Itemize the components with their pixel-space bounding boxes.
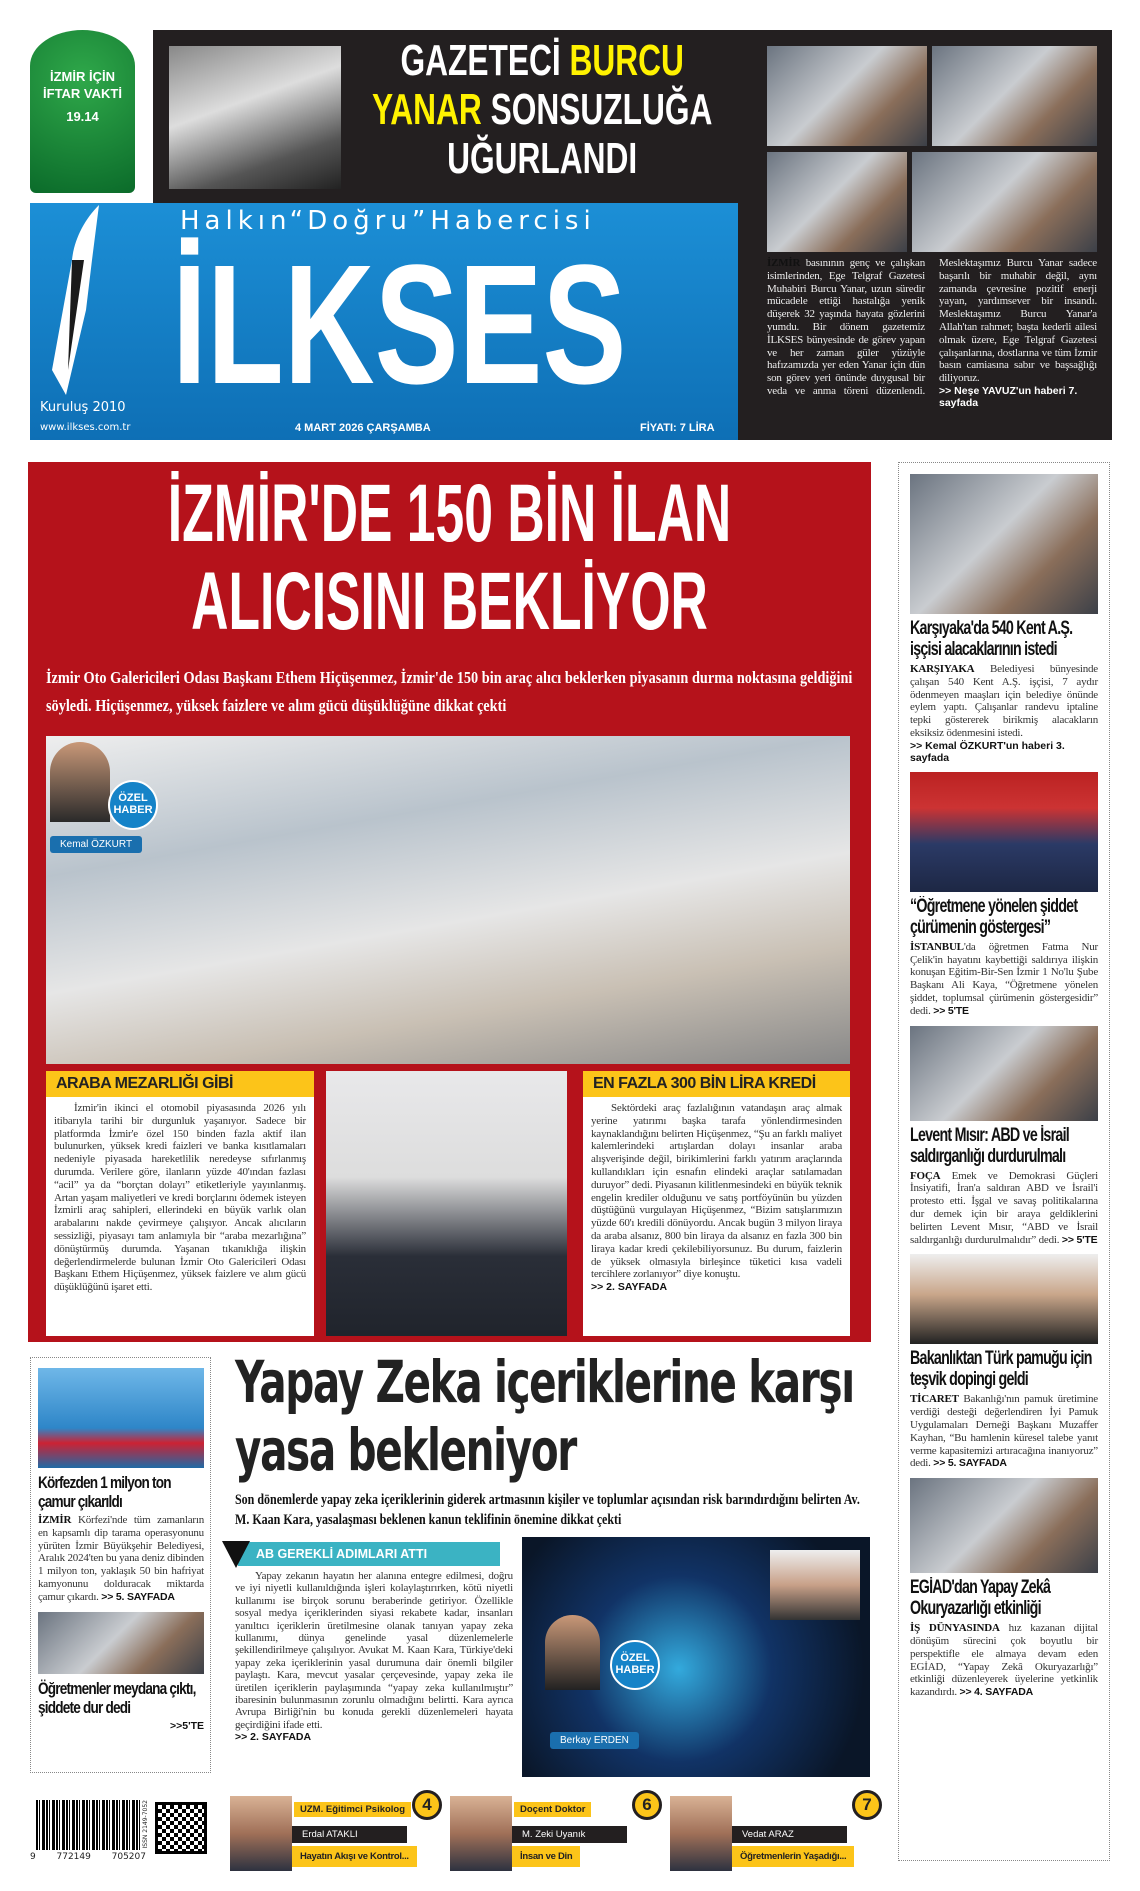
continue-link[interactable]: >> 2. SAYFADA: [235, 1731, 312, 1744]
fountain-pen-icon: [44, 200, 104, 400]
portrait-photo: [169, 46, 341, 189]
page-number: 4: [412, 1790, 442, 1820]
ai-story-headline[interactable]: Yapay Zeka içeriklerine karşı yasa bekleniyor: [235, 1348, 854, 1484]
qr-code[interactable]: [155, 1802, 207, 1854]
news-text: Belediyesi bünyesinde çalışan 540 Kent A.Ş. işçisi, 7 aydır ödenmeyen maaşları için belediye önünde eylem yaptı. Çalışanlar randevu iptaline tepki göstererek birikmiş alacakların eksiksiz ödenmesini istedi.: [910, 663, 1098, 739]
news-photo: [910, 1478, 1098, 1573]
barcode: [36, 1800, 140, 1850]
column-title: Öğretmenlerin Yaşadığı...: [732, 1846, 854, 1867]
funeral-photo: [912, 152, 1097, 252]
left-news-list: [38, 1368, 204, 1732]
top-story-headline[interactable]: [355, 36, 729, 183]
article-text: basınının genç ve çalışkan isimlerinden, Ege Telgraf Gazetesi Muhabiri Burcu Yanar, uzun süredir mücadele ettiği hastalığa yenik düşerek 32 yaşında hayata gözlerini yumdu. Bir dönem gazetemiz İLKSES bünyesinde de görev yapan ve her zaman güler yüzüyle hafızamızda yer eden Yanar için dün son görev yeri önünde duygusal bir veda ve anma töreni düzenlendi. Meslektaşımız Burcu Yanar sadece başarılı bir muhabir değil, aynı zamanda çevresine pozitif enerji yayan, yardımsever bir insandı. Meslektaşımız Burcu Yanar'a Allah'tan rahmet; başta kederli ailesi olmak üzere, Ege Telgraf Gazetesi çalışanlarına, dostlarına ve tüm İzmir basın camiasına sabır ve başsağlığı diliyoruz.: [767, 257, 1097, 397]
issue-date: 4 MART 2026 ÇARŞAMBA: [295, 422, 431, 434]
car-lot-photo: [46, 736, 850, 1064]
news-title[interactable]: EGİAD'dan Yapay Zekâ Okuryazarlığı etkinliği: [910, 1577, 1051, 1620]
page-number: 6: [632, 1790, 662, 1820]
dateline: İZMİR: [38, 1514, 72, 1526]
news-photo: [910, 772, 1098, 892]
iftar-time-badge: [30, 30, 135, 193]
news-text: Bakanlığı'nın pamuk üretimine verdiği desteği değerlendiren İyi Pamuk Uygulamaları Derneği Başkanı Muzaffer Kayhan, “Bu hamlenin küresel talebe yanıt verme kapasitemizi artıracağına inanıyoruz” dedi.: [910, 1393, 1098, 1470]
news-item: [910, 474, 1098, 764]
ai-story-subhead: Son dönemlerde yapay zeka içeriklerinin giderek artmasının kişiler ve toplumlar açısından risk barındırdığını belirten Av. M. Kaan Kara, yasalaşması beklenen kanun teklifinin önemine dikkat çekti: [235, 1492, 860, 1528]
dateline: FOÇA: [910, 1169, 941, 1182]
funeral-photo: [932, 46, 1097, 146]
exclusive-badge: ÖZEL HABER: [108, 780, 158, 830]
columnist-name: Erdal ATAKLI: [292, 1826, 407, 1843]
headline-line: ALICISINI BEKLİYOR: [191, 556, 708, 647]
section-bar: AB GEREKLİ ADIMLARI ATTI: [238, 1542, 500, 1566]
main-subhead: İzmir Oto Galericileri Odası Başkanı Ethem Hiçüşenmez, İzmir'de 150 bin araç alıcı beklerken piyasanın durma noktasına geldiğini söyledi. Hiçüşenmez, yüksek faizlere ve alım gücü düşüklüğüne dikkat çekti: [46, 668, 853, 715]
continue-link[interactable]: >> 5. SAYFADA: [933, 1457, 1007, 1470]
continue-link[interactable]: >> Kemal ÖZKURT'un haberi 3. sayfada: [910, 739, 1065, 764]
column-title: İnsan ve Din: [512, 1846, 580, 1867]
barcode-right: 705207: [111, 1852, 146, 1862]
iftar-time: 19.14: [66, 109, 99, 124]
columnists-row: [230, 1788, 890, 1873]
reporter-avatar: [50, 742, 110, 822]
reporter-name: Kemal ÖZKURT: [50, 836, 142, 853]
news-title[interactable]: Körfezden 1 milyon ton çamur çıkarıldı: [38, 1473, 171, 1511]
columnist-card[interactable]: [670, 1788, 885, 1873]
headline-word: GAZETECİ: [400, 36, 561, 85]
barcode-number: [30, 1852, 146, 1862]
news-item: [910, 1478, 1098, 1699]
box-text: Sektördeki araç fazlalığının vatandaşın araç almak yerine yatırımı başka tarafa yönlendirmesinden kaynaklandığını belirten Hiçüşenmez, “Şu an farklı maliyet kalemlerindeki artışlardan dolayı insanlar araba alışverişinde değil, birikimlerini farklı yatırım araçlarında kullandıkları için esnafın elindeki araçlar satılamadan duruyor” dedi. Piyasanın kilitlenmesindeki en büyük teknik engelin krediler olduğunu ve satış portföyünün bu yüzden düştüğünü vurgulayan Hiçüşenmez, “Bizim satışlarımızın yüzde 60'ı kredili dönüyordu. Ancak bugün 3 milyon liraya da araba alsanız, 800 bin liraya da alsanız en fazla 300 bin liraya kadar kredi çekilebiliyorsunuz. Bu durum, faizlerin de yüksek olmasıyla birleşince tüketici kısa vadeli tercihlere zorlanıyor” diye konuştu.: [591, 1102, 842, 1281]
headline-word: SONSUZLUĞA: [490, 85, 713, 134]
columnist-card[interactable]: [230, 1788, 445, 1873]
triangle-marker-icon: [222, 1541, 250, 1568]
teachers-protest-photo: [38, 1612, 204, 1674]
box-title: EN FAZLA 300 BİN LİRA KREDİ: [583, 1071, 850, 1097]
right-news-list: [910, 474, 1098, 1707]
box-title: ARABA MEZARLIĞI GİBİ: [46, 1071, 314, 1097]
sidebar-box-car-graveyard: [46, 1071, 314, 1336]
iftar-line2: İFTAR VAKTİ: [43, 86, 122, 101]
reporter-name: Berkay ERDEN: [550, 1732, 639, 1749]
iftar-line1: İZMİR İÇİN: [50, 69, 115, 84]
dateline: İSTANBUL: [910, 940, 964, 953]
headline-word-highlight: BURCU: [569, 36, 684, 85]
funeral-photo: [767, 152, 907, 252]
columnist-name: M. Zeki Uyanık: [512, 1826, 627, 1843]
column-title: Hayatın Akışı ve Kontrol...: [292, 1846, 417, 1867]
news-text: Körfezi'nde tüm zamanların en kapsamlı dip tarama operasyonunu yürüten İzmir Büyükşehir Belediyesi, Aralık 2024'ten bu yana deniz dibinden 1 milyon ton, yaklaşık 50 bin hafriyat kamyonunu dolduracak miktarda çamur çıkardı.: [38, 1514, 204, 1603]
page-number: 7: [852, 1790, 882, 1820]
slogan: Halkın“Doğru”Habercisi: [180, 206, 596, 236]
news-item: [910, 1026, 1098, 1247]
headline-line: İZMİR'DE 150 BİN İLAN: [167, 468, 732, 559]
main-headline[interactable]: [40, 470, 859, 646]
reporter-avatar: [545, 1615, 600, 1690]
columnist-card[interactable]: [450, 1788, 665, 1873]
sidebar-box-credit: [583, 1071, 850, 1336]
barcode-left: 772149: [56, 1852, 91, 1862]
news-item: [910, 1254, 1098, 1470]
news-title[interactable]: Bakanlıktan Türk pamuğu için teşvik dopingi geldi: [910, 1348, 1092, 1391]
news-item: [910, 772, 1098, 1018]
news-text: 'da öğretmen Fatma Nur Çelik'in hayatını kaybettiği saldırıya ilişkin konuşan Eğitim-Bir-Sen İzmir 1 No'lu Şube Başkanı Ali Kaya, “Öğretmene yönelen şiddet, toplumsal çürümenin göstergesidir” dedi.: [910, 940, 1098, 1017]
logo[interactable]: İLKSES: [172, 230, 627, 420]
news-title[interactable]: Karşıyaka'da 540 Kent A.Ş. işçisi alacaklarının istedi: [910, 618, 1073, 660]
interviewee-photo: [326, 1071, 567, 1336]
news-title[interactable]: Levent Mısır: ABD ve İsrail saldırganlığı durdurulmalı: [910, 1124, 1069, 1167]
lawyer-photo: [770, 1550, 860, 1620]
dateline: KARŞIYAKA: [910, 663, 975, 675]
news-photo: [910, 1254, 1098, 1344]
funeral-photo: [767, 46, 927, 146]
columnist-role: UZM. Eğitimci Psikolog: [294, 1802, 411, 1817]
news-text: Emek ve Demokrasi Güçleri İnsiyatifi, İran'a saldıran ABD ve İsrail'i protesto etti. İşgal ve savaş politikalarına dur demek için bir araya geldiklerini belirten Levent Mısır, “ABD ve İsrail saldırganlığı durdurulmalıdır” dedi.: [910, 1169, 1098, 1246]
dateline: TİCARET: [910, 1393, 959, 1406]
continue-link[interactable]: >> 5'TE: [933, 1004, 969, 1017]
price: FİYATI: 7 LİRA: [640, 422, 715, 434]
news-text: hız kazanan dijital dönüşüm sürecini çok boyutlu bir perspektifle ele almaya devam eden EGİAD, “Yapay Zekâ Okuryazarlığı” etkinliği düzenleyerek üyelerine yetkinlik kazandırdı.: [910, 1622, 1098, 1699]
dateline: İŞ DÜNYASINDA: [910, 1622, 1000, 1635]
columnist-photo: [230, 1796, 292, 1871]
box-text: İzmir'in ikinci el otomobil piyasasında 2026 yılı itibarıyla tarihi bir durgunluk yaşanıyor. Sadece bir platformda İzmir'e özel 150 binden fazla aktif ilan bulunurken, yüksek kredi faizleri ve banka kısıtlamaları nedeniyle piyasada hareketlilik neredeyse sıfırlanmış durumda. Verilere göre, ilanların yüzde 40'ından fazlası “acil” ya da “borçtan dolayı” etiketleriyle yayınlanmış. Artan yaşam maliyetleri ve kredi borçlarını ödemek isteyen İzmirli araç sahipleri, ellerindeki en büyük varlık olan arabalarını nakde çevirmeye çalışıyor. Ancak alıcıların sessizliği, piyasayı tam anlamıyla bir “araba mezarlığına” dönüştürmüş durumda. Yaşanan tıkanıklığa ilişkin değerlendirmelerde bulunan İzmir Oto Galericileri Odası Başkanı Ethem Hiçüşenmez, yüksek faizlere ve alım gücü düşüklüğünü işaret etti.: [54, 1102, 306, 1294]
headline-word-highlight: YANAR: [372, 85, 482, 134]
columnist-photo: [450, 1796, 512, 1871]
dateline: İZMİR: [767, 257, 801, 269]
continue-link[interactable]: >> 4. SAYFADA: [959, 1686, 1034, 1699]
continue-link[interactable]: >> 2. SAYFADA: [591, 1281, 668, 1294]
news-title[interactable]: Öğretmenler meydana çıktı, şiddete dur dedi: [38, 1678, 196, 1717]
columnist-photo: [670, 1796, 732, 1871]
ai-story-text: Yapay zekanın hayatın her alanına entegre edilmesi, doğru ve iyi niyetli kullanıldığında işleri kolaylaştırırken, kötü niyetli kullanımı ise birçok sorunu beraberinde getiriyor. Özellikle sosyal medya içeriklerinden siyasi rekabete kadar, insanları yanıltıcı içeriklerin üretilmesine olanak tanıyan yapay zeka kullanımı, dünya genelinde yasal düzenlemelerle şekillendirilmeye çalışılıyor. Avukat M. Kaan Kara, Türkiye'deki yapay zeka içeriklerinin yasal durumuna dair önemli bilgiler paylaştı. Kara, mevcut yasalar çerçevesinde, yapay zeka ile üretilen içeriklerin paylaşımında “yapay zeka kullanılmıştır” ibaresinin bulunmasının zorunlu olmadığını belirtti. Kara ayrıca Avrupa Birliği'nin bu konuda gerekli düzenlemeleri hayata geçirdiğini ifade etti.: [235, 1570, 513, 1731]
top-story-text: [767, 257, 1097, 409]
dredging-ship-photo: [38, 1368, 204, 1468]
news-title[interactable]: “Öğretmene yönelen şiddet çürümenin göstergesi”: [910, 895, 1078, 938]
columnist-role: Doçent Doktor: [514, 1802, 591, 1817]
website-link[interactable]: www.ilkses.com.tr: [40, 422, 131, 433]
headline-word: UĞURLANDI: [447, 134, 638, 183]
continue-link[interactable]: >> 5. SAYFADA: [101, 1590, 175, 1603]
continue-link[interactable]: >>5'TE: [169, 1719, 204, 1732]
continue-link[interactable]: >> Neşe YAVUZ'un haberi 7. sayfada: [939, 384, 1078, 409]
columnist-name: Vedat ARAZ: [732, 1826, 847, 1843]
founded-year: Kuruluş 2010: [40, 400, 126, 415]
barcode-prefix: 9: [30, 1852, 36, 1862]
issn: ISSN 2149-7052: [142, 1800, 149, 1849]
continue-link[interactable]: >> 5'TE: [1061, 1233, 1098, 1246]
exclusive-badge: ÖZEL HABER: [610, 1640, 660, 1690]
news-photo: [910, 474, 1098, 614]
news-photo: [910, 1026, 1098, 1121]
